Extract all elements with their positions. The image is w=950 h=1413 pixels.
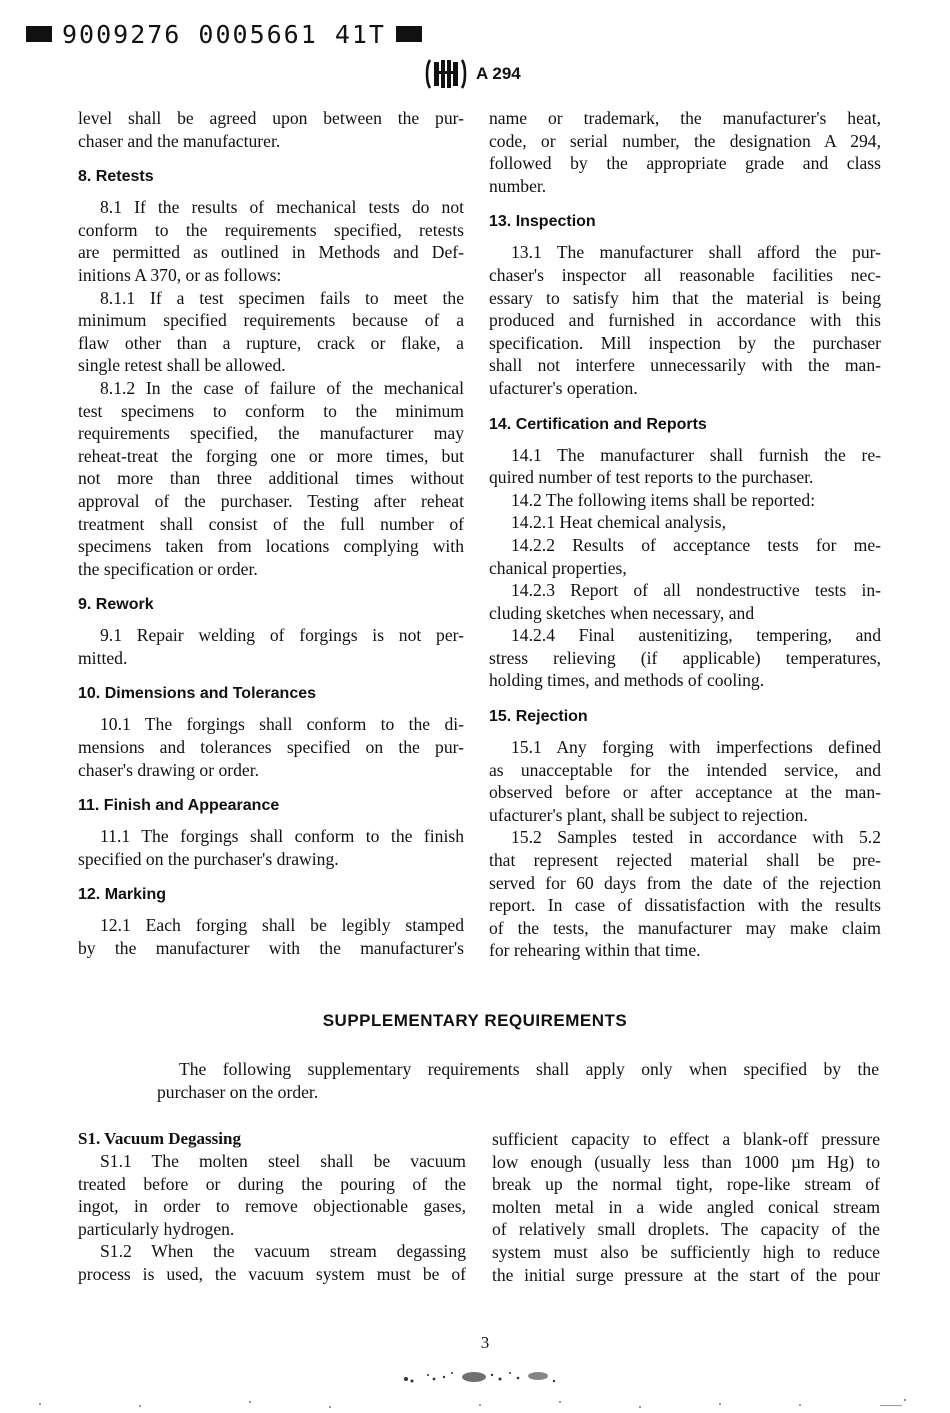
paragraph-14-2-4	[489, 624, 881, 692]
text-line: 14.2.2 Results of acceptance tests for me-	[511, 534, 881, 555]
scan-mark-right	[396, 26, 422, 42]
text-line: for rehearing within that time.	[489, 940, 701, 961]
paragraph-15-1	[489, 736, 881, 826]
text-line: cluding sketches when necessary, and	[489, 602, 755, 623]
scan-noise-dots	[0, 1396, 950, 1413]
text-line: break up the normal tight, rope-like stream of	[492, 1174, 880, 1195]
text-line: specification. Mill inspection by the purchaser	[489, 332, 881, 353]
paragraph-8-1-2	[78, 377, 464, 580]
text-line: 8.1.1 If a test specimen fails to meet the	[100, 287, 464, 308]
text-line: of the tests, the manufacturer may make claim	[489, 917, 881, 938]
scan-mark-left	[26, 26, 52, 42]
text-line: essary to satisfy him that the material is being	[489, 287, 881, 308]
paragraph-14-1	[489, 444, 881, 489]
text-line: system must also be sufficiently high to reduce	[492, 1241, 880, 1262]
text-line: 14.2.3 Report of all nondestructive tests in-	[511, 580, 881, 601]
paragraph-13-1	[489, 241, 881, 399]
text-line: chaser's inspector all reasonable facilities nec-	[489, 264, 881, 285]
text-line: of relatively small droplets. The capacity of the	[492, 1219, 880, 1240]
text-line: 8.1.2 In the case of failure of the mechanical	[100, 377, 464, 398]
paragraph-s1-1	[78, 1150, 466, 1240]
text-line: process is used, the vacuum system must be of	[78, 1263, 466, 1284]
text-line: served for 60 days from the date of the rejection	[489, 872, 881, 893]
text-line: name or trademark, the manufacturer's heat,	[489, 108, 881, 128]
text-line: are permitted as outlined in Methods and Def-	[78, 242, 464, 263]
text-line: 15.1 Any forging with imperfections defined	[511, 737, 881, 758]
text-line: mitted.	[78, 647, 128, 668]
section-heading-vacuum-degassing: S1. Vacuum Degassing	[78, 1129, 241, 1148]
text-line: produced and furnished in accordance with this	[489, 310, 881, 331]
text-line: 12.1 Each forging shall be legibly stamped	[100, 915, 464, 936]
text-line: the specification or order.	[78, 558, 258, 579]
text-line: level shall be agreed upon between the pur-	[78, 108, 464, 128]
text-line: treated before or during the pouring of the	[78, 1173, 466, 1194]
section-heading-rework: 9. Rework	[78, 596, 154, 614]
text-line: molten metal in a wide angled conical stream	[492, 1196, 880, 1217]
text-line: report. In case of dissatisfaction with the results	[489, 895, 881, 916]
text-line: ingot, in order to remove objectionable gases,	[78, 1196, 466, 1217]
text-line: followed by the appropriate grade and class	[489, 153, 881, 174]
paragraph-11-1	[78, 825, 464, 870]
paragraph-s1-2	[78, 1240, 466, 1285]
text-line: low enough (usually less than 1000 µm Hg) to	[492, 1151, 880, 1172]
supplementary-title: SUPPLEMENTARY REQUIREMENTS	[322, 1011, 628, 1030]
scan-header	[26, 20, 422, 48]
section-heading-finish: 11. Finish and Appearance	[78, 797, 280, 815]
text-line: requirements specified, the manufacturer may	[78, 423, 464, 444]
text-line: mensions and tolerances specified on the pur-	[78, 737, 464, 758]
text-line: test specimens to conform to the minimum	[78, 400, 464, 421]
text-line: quired number of test reports to the purchaser.	[489, 467, 814, 488]
text-line: specimens taken from locations complying with	[78, 536, 464, 557]
running-head	[424, 56, 521, 92]
right-column	[489, 107, 881, 962]
text-line: 13.1 The manufacturer shall afford the pur-	[511, 242, 881, 263]
paragraph-9-1	[78, 624, 464, 669]
text-line: reheat-treat the forging one or more times, but	[78, 445, 464, 466]
paragraph-8-1	[78, 196, 464, 286]
standard-number: A 294	[476, 64, 521, 83]
text-line: 11.1 The forgings shall conform to the finish	[100, 826, 464, 847]
text-line: ufacturer's operation.	[489, 377, 638, 398]
text-line: number.	[489, 175, 547, 196]
text-line: 14.1 The manufacturer shall furnish the re-	[511, 444, 881, 465]
paragraph-15-2	[489, 826, 881, 962]
text-line: specified on the purchaser's drawing.	[78, 848, 339, 869]
text-line: code, or serial number, the designation A 294,	[489, 130, 881, 151]
left-column	[78, 107, 464, 960]
text-line: shall not interfere unnecessarily with the man-	[489, 355, 881, 376]
text-line: chaser's drawing or order.	[78, 759, 259, 780]
text-line: initions A 370, or as follows:	[78, 264, 282, 285]
text-line: particularly hydrogen.	[78, 1218, 235, 1239]
paragraph-14-2-3	[489, 579, 881, 624]
text-line: not more than three additional times without	[78, 468, 464, 489]
text-line: The following supplementary requirements shall apply only when specified by the	[179, 1059, 879, 1079]
text-line: single retest shall be allowed.	[78, 355, 286, 376]
marking-continuation	[489, 107, 881, 197]
text-line: treatment shall consist of the full number of	[78, 513, 464, 534]
text-line: 8.1 If the results of mechanical tests do not	[100, 197, 464, 218]
section-heading-certification: 14. Certification and Reports	[489, 415, 707, 433]
section-heading-inspection: 13. Inspection	[489, 213, 596, 231]
scan-noise-smudge	[400, 1363, 562, 1387]
text-line: S1.2 When the vacuum stream degassing	[100, 1241, 466, 1262]
page-number: 3	[480, 1333, 490, 1352]
text-line: by the manufacturer with the manufacturer's	[78, 938, 464, 959]
text-line: chanical properties,	[489, 557, 627, 578]
text-line: observed before or after acceptance at the man-	[489, 782, 881, 803]
text-line: chaser and the manufacturer.	[78, 130, 281, 151]
supplementary-right-column	[492, 1128, 880, 1286]
text-line: flaw other than a rupture, crack or flake, a	[78, 332, 464, 353]
text-line: that represent rejected material shall be pre-	[489, 850, 881, 871]
paragraph-12-1	[78, 914, 464, 959]
text-line: conform to the requirements specified, retests	[78, 219, 464, 240]
section-heading-dimensions: 10. Dimensions and Tolerances	[78, 685, 317, 703]
paragraph-8-1-1	[78, 287, 464, 377]
intro-paragraph	[78, 107, 464, 152]
text-line: 15.2 Samples tested in accordance with 5.2	[511, 827, 881, 848]
text-line: minimum specified requirements because of a	[78, 310, 464, 331]
supplementary-intro	[157, 1058, 879, 1103]
text-line: the initial surge pressure at the start of the pour	[492, 1264, 880, 1285]
paragraph-14-2-2	[489, 534, 881, 579]
text-line: 10.1 The forgings shall conform to the di-	[100, 714, 464, 735]
text-line: holding times, and methods of cooling.	[489, 670, 765, 691]
supplementary-left-column	[78, 1128, 466, 1286]
paragraph-14-2	[489, 489, 881, 512]
text-line: 9.1 Repair welding of forgings is not per-	[100, 625, 464, 646]
section-heading-rejection: 15. Rejection	[489, 708, 588, 726]
paragraph-10-1	[78, 713, 464, 781]
text-line: 14.2 The following items shall be reported:	[511, 489, 816, 510]
section-heading-retests: 8. Retests	[78, 168, 154, 186]
section-heading-marking: 12. Marking	[78, 886, 167, 904]
text-line: stress relieving (if applicable) temperatures,	[489, 647, 881, 668]
text-line: sufficient capacity to effect a blank-off pressure	[492, 1129, 880, 1149]
text-line: approval of the purchaser. Testing after reheat	[78, 490, 464, 511]
text-line: ufacturer's plant, shall be subject to rejection.	[489, 804, 808, 825]
text-line: as unacceptable for the intended service, and	[489, 759, 881, 780]
text-line: S1.1 The molten steel shall be vacuum	[100, 1151, 466, 1171]
scan-code: 9009276 0005661 41T	[62, 19, 386, 49]
text-line: 14.2.1 Heat chemical analysis,	[511, 512, 726, 533]
astm-logo-icon	[424, 56, 468, 92]
text-line: purchaser on the order.	[157, 1081, 319, 1102]
paragraph-14-2-1	[489, 511, 881, 534]
text-line: 14.2.4 Final austenitizing, tempering, and	[511, 625, 881, 646]
